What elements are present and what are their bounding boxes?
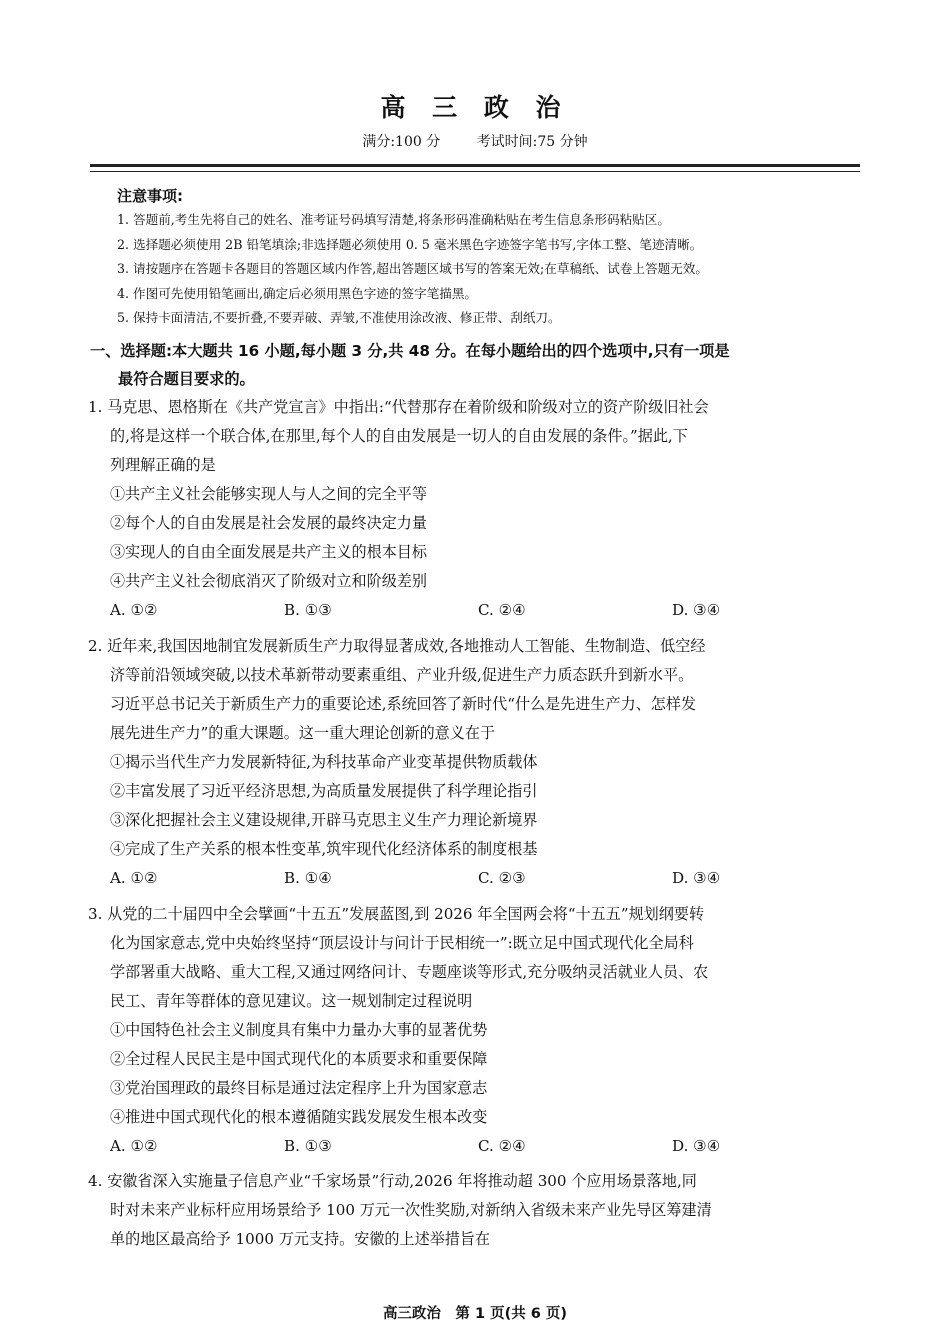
statement-option: ④完成了生产关系的根本性变革,筑牢现代化经济体系的制度根基: [110, 840, 538, 858]
answer-choices: [88, 596, 868, 625]
answer-choices: [88, 864, 868, 893]
full-score: 满分:100 分: [362, 134, 441, 150]
question-stem-line: 单的地区最高给予 1000 万元支持。安徽的上述举措旨在: [110, 1230, 491, 1248]
statement-option: ③深化把握社会主义建设规律,开辟马克思主义生产力理论新境界: [110, 811, 538, 829]
question-1: [88, 393, 868, 625]
note-item: 3. 请按题序在答题卡各题目的答题区域内作答,超出答题区域书写的答案无效;在草稿纸、试卷上答题无效。: [117, 261, 708, 276]
question-stem-line: 济等前沿领域突破,以技术革新带动要素重组、产业升级,促进生产力质态跃升到新水平。: [110, 666, 694, 684]
question-stem-line: 化为国家意志,党中央始终坚持“顶层设计与问计于民相统一”:既立足中国式现代化全局科: [110, 934, 694, 952]
statement-option: ②全过程人民民主是中国式现代化的本质要求和重要保障: [110, 1050, 488, 1068]
question-4: [88, 1167, 868, 1254]
choice-b: B. ①④: [284, 869, 332, 887]
choice-a: A. ①②: [110, 601, 158, 619]
question-stem-line: 1. 马克思、恩格斯在《共产党宣言》中指出:“代替那存在着阶级和阶级对立的资产阶级旧社会: [88, 398, 709, 416]
question-stem-line: 2. 近年来,我国因地制宜发展新质生产力取得显著成效,各地推动人工智能、生物制造、低空经: [88, 637, 706, 655]
section-line-1: 一、选择题:本大题共 16 小题,每小题 3 分,共 48 分。在每小题给出的四个选项中,只有一项是: [90, 342, 730, 360]
question-stem-line: 习近平总书记关于新质生产力的重要论述,系统回答了新时代“什么是先进生产力、怎样发: [110, 695, 697, 713]
notes-title: 注意事项:: [117, 187, 183, 205]
statement-option: ④推进中国式现代化的根本遵循随实践发展发生根本改变: [110, 1108, 488, 1126]
choice-b: B. ①③: [284, 1137, 332, 1155]
question-3: [88, 900, 868, 1161]
question-stem-line: 民工、青年等群体的意见建议。这一规划制定过程说明: [110, 992, 473, 1010]
choice-b: B. ①③: [284, 601, 332, 619]
choice-d: D. ③④: [672, 1137, 721, 1155]
statement-option: ①中国特色社会主义制度具有集中力量办大事的显著优势: [110, 1021, 488, 1039]
statement-option: ④共产主义社会彻底消灭了阶级对立和阶级差别: [110, 572, 427, 590]
note-item: 5. 保持卡面清洁,不要折叠,不要弄破、弄皱,不准使用涂改液、修正带、刮纸刀。: [117, 310, 561, 325]
section-line-2: 最符合题目要求的。: [118, 370, 255, 388]
choice-c: C. ②③: [478, 869, 526, 887]
statement-option: ②丰富发展了习近平经济思想,为高质量发展提供了科学理论指引: [110, 782, 538, 800]
note-item: 1. 答题前,考生先将自己的姓名、准考证号码填写清楚,将条形码准确粘贴在考生信息条形码粘贴区。: [117, 212, 670, 227]
exam-info: [0, 131, 950, 151]
statement-option: ①共产主义社会能够实现人与人之间的完全平等: [110, 485, 427, 503]
question-stem-line: 时对未来产业标杆应用场景给予 100 万元一次性奖励,对新纳入省级未来产业先导区筹建清: [110, 1201, 712, 1219]
question-stem-line: 的,将是这样一个联合体,在那里,每个人的自由发展是一切人的自由发展的条件。”据此,下: [110, 427, 688, 445]
notes-block: [117, 184, 877, 331]
choice-c: C. ②④: [478, 1137, 526, 1155]
choice-d: D. ③④: [672, 601, 721, 619]
statement-option: ③党治国理政的最终目标是通过法定程序上升为国家意志: [110, 1079, 488, 1097]
choice-a: A. ①②: [110, 1137, 158, 1155]
section-heading: [90, 337, 870, 393]
note-item: 2. 选择题必须使用 2B 铅笔填涂;非选择题必须使用 0. 5 毫米黑色字迹签字笔书写,字体工整、笔迹清晰。: [117, 236, 703, 252]
page-title: 高 三 政 治: [380, 93, 570, 122]
question-2: [88, 632, 868, 893]
header-divider-thick: [90, 164, 860, 167]
choice-a: A. ①②: [110, 869, 158, 887]
question-stem-line: 列理解正确的是: [110, 456, 216, 474]
statement-option: ③实现人的自由全面发展是共产主义的根本目标: [110, 543, 427, 561]
question-stem-line: 4. 安徽省深入实施量子信息产业“千家场景”行动,2026 年将推动超 300 个应用场景落地,同: [88, 1172, 697, 1190]
question-stem-line: 3. 从党的二十届四中全会擘画“十五五”发展蓝图,到 2026 年全国两会将“十五五”规划纲要转: [88, 905, 705, 923]
note-item: 4. 作图可先使用铅笔画出,确定后必须用黑色字迹的签字笔描黑。: [117, 285, 478, 301]
question-stem-line: 学部署重大战略、重大工程,又通过网络问计、专题座谈等形式,充分吸纳灵活就业人员、农: [110, 963, 709, 981]
question-stem-line: 展先进生产力”的重大课题。这一重大理论创新的意义在于: [110, 724, 496, 742]
page-footer: 高三政治 第 1 页(共 6 页): [382, 1306, 568, 1322]
exam-time: 考试时间:75 分钟: [476, 134, 588, 150]
header-divider-thin: [90, 171, 860, 172]
statement-option: ①揭示当代生产力发展新特征,为科技革命产业变革提供物质载体: [110, 753, 538, 771]
answer-choices: [88, 1132, 868, 1161]
choice-c: C. ②④: [478, 601, 526, 619]
statement-option: ②每个人的自由发展是社会发展的最终决定力量: [110, 514, 427, 532]
choice-d: D. ③④: [672, 869, 721, 887]
